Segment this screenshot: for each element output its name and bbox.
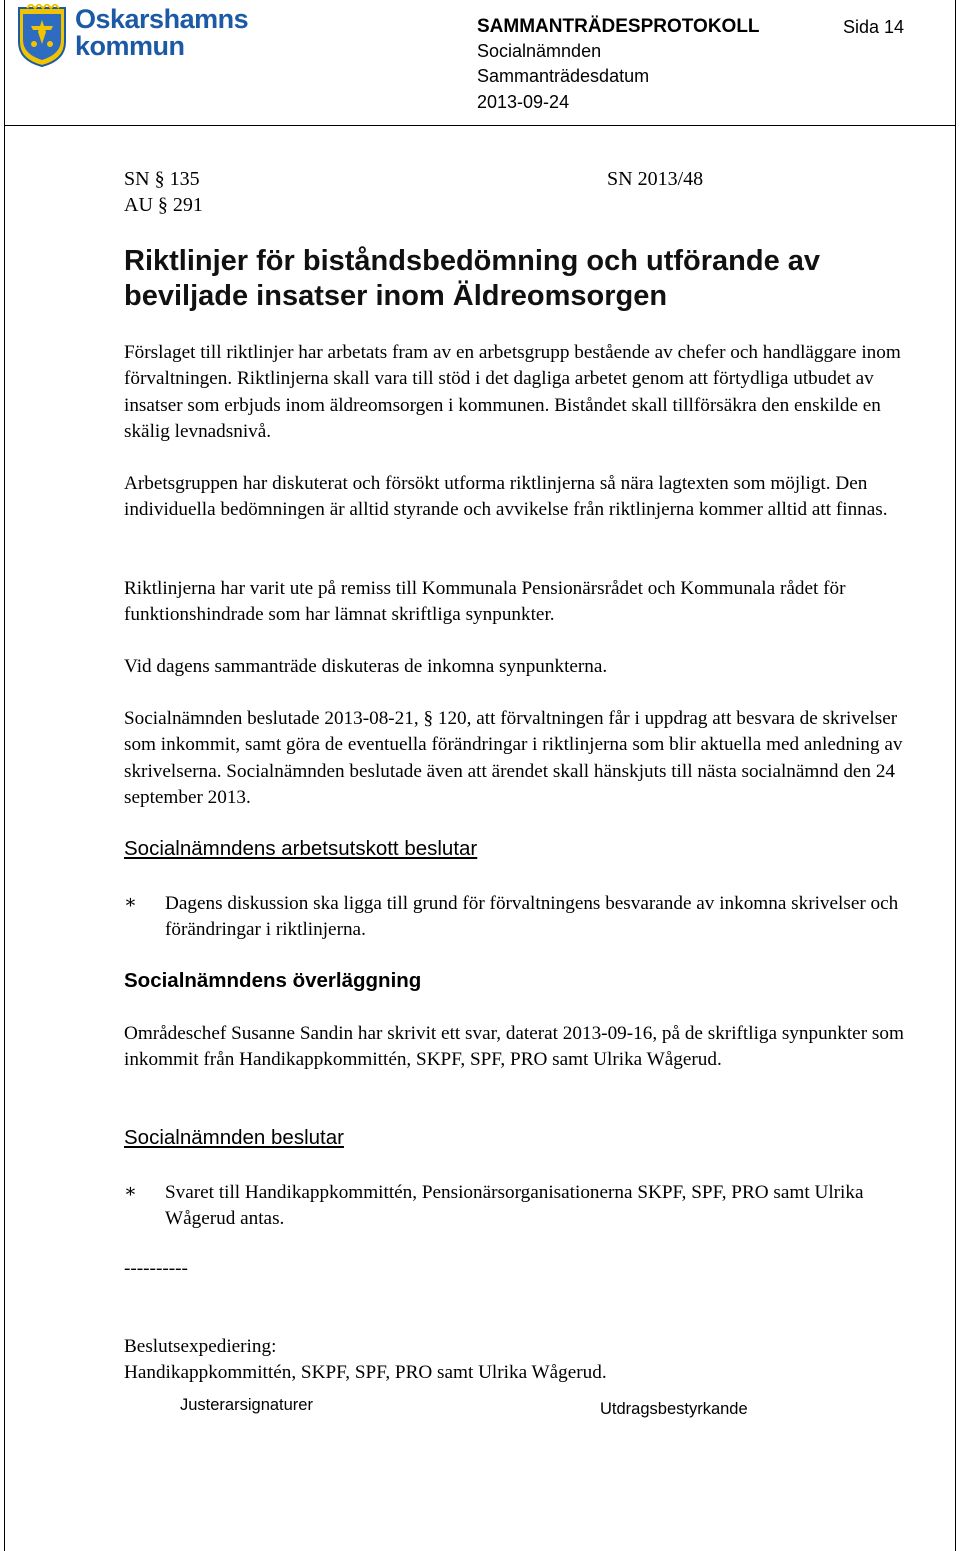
municipality-logo (17, 4, 287, 72)
section-references (124, 166, 203, 218)
meeting-date: 2013-09-24 (477, 92, 570, 112)
au-decision-heading: Socialnämndens arbetsutskott beslutar (124, 837, 478, 860)
protocol-title: SAMMANTRÄDESPROTOKOLL (477, 16, 760, 37)
adjuster-signatures-label: Justerarsignaturer (180, 1396, 313, 1414)
logo-line-2: kommun (75, 31, 185, 61)
bullet-icon: ∗ (124, 1181, 137, 1202)
au-section-ref: AU § 291 (124, 194, 203, 216)
sn-section-ref: SN § 135 (124, 168, 200, 190)
bullet-icon: ∗ (124, 892, 137, 913)
dispatch-label: Beslutsexpediering: (124, 1336, 277, 1357)
extract-certification-label: Utdragsbestyrkande (600, 1400, 748, 1418)
paragraph-todays-meeting: Vid dagens sammanträde diskuteras de inkomna synpunkterna. (124, 656, 608, 677)
case-number: SN 2013/48 (607, 168, 704, 190)
page-number: Sida 14 (843, 17, 905, 37)
page-title: Riktlinjer för biståndsbedömning och utförande av beviljade insatser inom Äldreomsorgen (124, 245, 821, 312)
paragraph-working-group: Arbetsgruppen har diskuterat och försökt utforma riktlinjerna så nära lagtexten som möjligt. Den individuella bedömningen är alltid styrande och avvikelse från riktlinjerna kommer alltid att finnas. (124, 473, 888, 521)
paragraph-background: Förslaget till riktlinjer har arbetats fram av en arbetsgrupp bestående av chefer och handläggare inom förvaltningen. Riktlinjerna skall vara till stöd i det dagliga arbetet genom att förtydliga utbudet av insatser som erbjuds inom äldreomsorgen i kommunen. Biståndet skall tillförsäkra den enskilde en skälig levnadsnivå. (124, 342, 901, 442)
logo-text (75, 6, 248, 60)
document-header (4, 0, 956, 126)
au-decision-text: Dagens diskussion ska ligga till grund för förvaltningens besvarande av inkomna skrivelser och förändringar i riktlinjerna. (165, 893, 899, 941)
deliberation-heading: Socialnämndens överläggning (124, 969, 422, 992)
dispatch-recipients: Handikappkommittén, SKPF, SPF, PRO samt Ulrika Wågerud. (124, 1362, 607, 1383)
board-name: Socialnämnden (477, 41, 602, 61)
paragraph-previous-decision: Socialnämnden beslutade 2013-08-21, § 120, att förvaltningen får i uppdrag att besvara de skrivelser som inkommit, samt göra de eventuella förändringar i riktlinjerna som blir aktuella med anledning av skrivelserna. Socialnämnden beslutade även att ärendet skall hänskjuts till nästa socialnämnd den 24 september 2013. (124, 708, 903, 808)
deliberation-text: Områdeschef Susanne Sandin har skrivit ett svar, daterat 2013-09-16, på de skriftliga synpunkter som inkommit från Handikappkommittén, SKPF, SPF, PRO samt Ulrika Wågerud. (124, 1023, 904, 1071)
separator-line: ---------- (124, 1258, 188, 1279)
coat-of-arms-icon (17, 4, 67, 68)
sn-decision-text: Svaret till Handikappkommittén, Pensionärsorganisationerna SKPF, SPF, PRO samt Ulrika Wågerud antas. (165, 1182, 864, 1230)
logo-line-1: Oskarshamns (75, 4, 249, 34)
sn-decision-heading: Socialnämnden beslutar (124, 1126, 344, 1149)
paragraph-consultation: Riktlinjerna har varit ute på remiss till Kommunala Pensionärsrådet och Kommunala rådet för funktionshindrade som har lämnat skriftliga synpunkter. (124, 578, 846, 626)
meeting-date-label: Sammanträdesdatum (477, 66, 650, 86)
